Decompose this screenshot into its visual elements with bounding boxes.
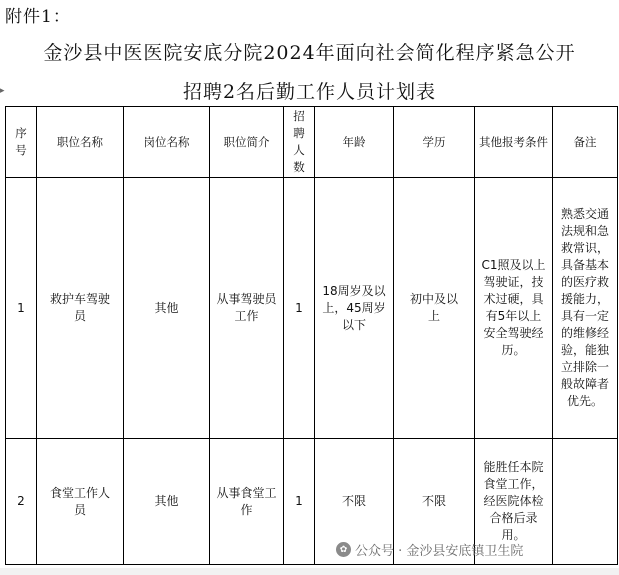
source-watermark <box>336 540 523 559</box>
margin-marker-icon: ▸ <box>0 86 5 96</box>
header-cell-no: 序号 <box>6 107 37 178</box>
cell-post: 其他 <box>124 439 210 565</box>
header-cell-position: 职位名称 <box>37 107 124 178</box>
cell-post: 其他 <box>124 178 210 439</box>
watermark-text: 公众号 · 金沙县安底镇卫生院 <box>355 544 524 559</box>
header-cell-age: 年龄 <box>315 107 394 178</box>
cell-intro: 从事驾驶员工作 <box>210 178 284 439</box>
header-cell-intro: 职位简介 <box>210 107 284 178</box>
cell-conditions: C1照及以上驾驶证，技术过硬，具有5年以上安全驾驶经历。 <box>475 178 553 439</box>
cell-intro: 从事食堂工作 <box>210 439 284 565</box>
cell-no: 2 <box>6 439 37 565</box>
cell-age: 18周岁及以上，45周岁以下 <box>315 178 394 439</box>
cell-no: 1 <box>6 178 37 439</box>
cell-position: 救护车驾驶员 <box>37 178 124 439</box>
header-cell-post: 岗位名称 <box>124 107 210 178</box>
recruitment-plan-table <box>5 106 618 565</box>
table-row <box>6 178 618 439</box>
header-cell-conditions: 其他报考条件 <box>475 107 553 178</box>
cell-conditions: 能胜任本院食堂工作，经医院体检合格后录用。 <box>475 439 553 565</box>
cell-position: 食堂工作人员 <box>37 439 124 565</box>
cell-count: 1 <box>284 439 315 565</box>
cell-count: 1 <box>284 178 315 439</box>
cell-age: 不限 <box>315 439 394 565</box>
cell-education: 不限 <box>394 439 475 565</box>
table-header-row <box>6 107 618 178</box>
wechat-official-account-icon: ✿ <box>336 542 351 557</box>
attachment-label: 附件1： <box>5 7 71 27</box>
table-row <box>6 439 618 565</box>
document-title-line-2: 招聘2名后勤工作人员计划表 <box>182 81 437 103</box>
document-title-line-1: 金沙县中医医院安底分院2024年面向社会简化程序紧急公开 <box>43 42 576 64</box>
cell-education: 初中及以上 <box>394 178 475 439</box>
cell-remark: 熟悉交通法规和急救常识，具备基本的医疗救援能力，具有一定的维修经验，能独立排除一般故障者优先。 <box>553 178 618 439</box>
cell-remark <box>553 439 618 565</box>
header-cell-remark: 备注 <box>553 107 618 178</box>
header-cell-education: 学历 <box>394 107 475 178</box>
header-cell-count: 招聘人数 <box>284 107 315 178</box>
bottom-ruler-strip <box>0 568 619 575</box>
